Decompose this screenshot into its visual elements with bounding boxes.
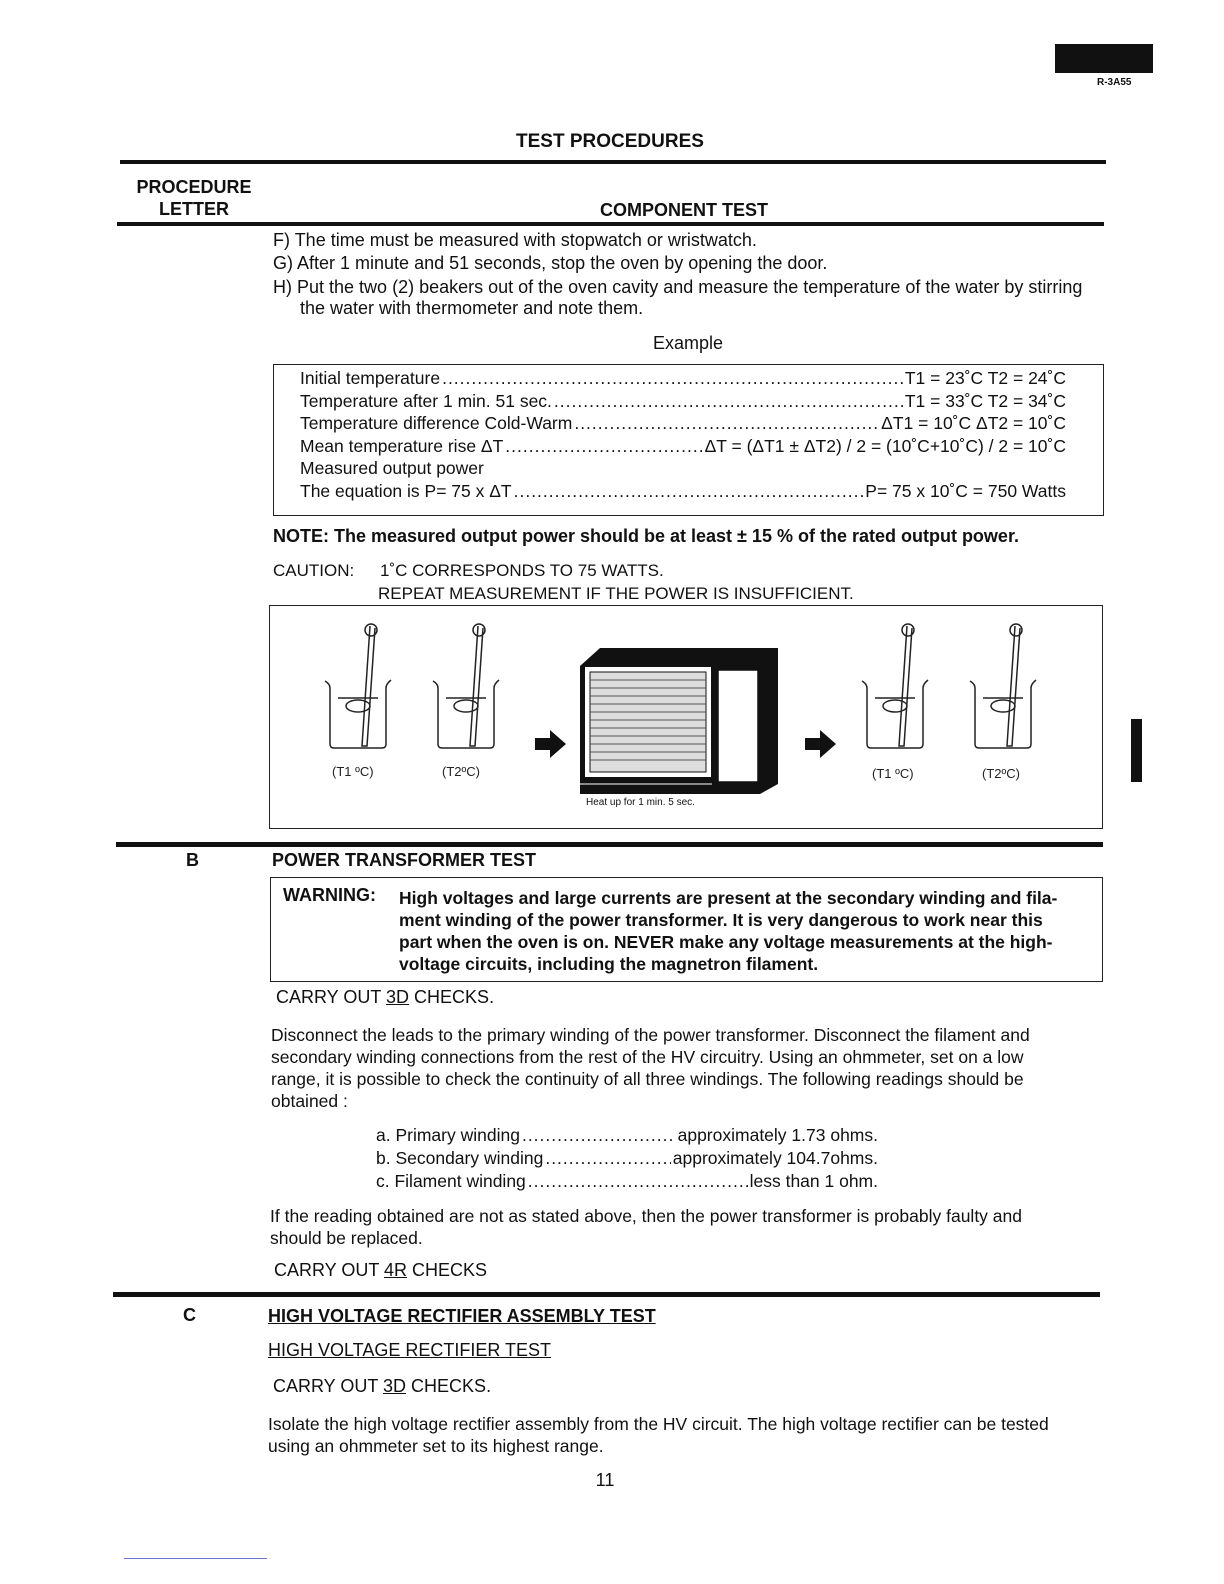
procedure-letter-heading: PROCEDURE LETTER (136, 177, 252, 219)
beaker-label: (T2ºC) (982, 766, 1020, 781)
section-b-paragraph: Disconnect the leads to the primary winding of the power transformer. Disconnect the filament and secondary winding connections from the rest of the HV circuitry. Using an ohmmeter, set on a low range, it is possible to check the continuity of all three windings. The following readings should be obtained : (271, 1025, 1030, 1111)
change-bar (1131, 719, 1142, 782)
carry-out-3d-c: CARRY OUT 3D CHECKS. (273, 1376, 492, 1396)
carry-out-4r: CARRY OUT 4R CHECKS (274, 1260, 488, 1280)
caution-label: CAUTION: (273, 561, 355, 580)
component-test-heading: COMPONENT TEST (600, 200, 769, 220)
step-h: H) Put the two (2) beakers out of the oven cavity and measure the temperature of the water by stirring (273, 277, 1083, 297)
arrow-right-icon (805, 730, 836, 758)
beaker-icon (862, 624, 928, 748)
example-row: Initial temperature ..... T1 = 23˚C T2 = 24˚C (300, 368, 1066, 389)
example-row: Temperature after 1 min. 51 sec. ..... T1 = 33˚C T2 = 34˚C (300, 391, 1066, 412)
carry-out-3d: CARRY OUT 3D CHECKS. (276, 987, 495, 1007)
footer-line (124, 1558, 267, 1559)
beaker-icon (970, 624, 1036, 748)
caution-line-1: 1˚C CORRESPONDS TO 75 WATTS. (380, 561, 664, 580)
example-row: Temperature difference Cold-Warm ..... ΔT1 = 10˚C ΔT2 = 10˚C (300, 413, 1066, 434)
beaker-label: (T1 ºC) (872, 766, 914, 781)
section-c-paragraph: Isolate the high voltage rectifier assembly from the HV circuit. The high voltage rectifier can be tested using an ohmmeter set to its highest range. (268, 1414, 1049, 1456)
page-title: TEST PROCEDURES (516, 131, 704, 152)
figure-caption: Heat up for 1 min. 5 sec. (586, 797, 695, 808)
step-g: G) After 1 minute and 51 seconds, stop the oven by opening the door. (273, 253, 828, 273)
section-c-letter: C (183, 1305, 196, 1325)
section-b-letter: B (186, 850, 199, 870)
example-title: Example (653, 333, 724, 353)
page-number: 11 (595, 1470, 615, 1490)
beaker-label: (T1 ºC) (332, 764, 374, 779)
beaker-label: (T2ºC) (442, 764, 480, 779)
beaker-icon (325, 624, 391, 748)
model-number: R-3A55 (1097, 77, 1132, 88)
arrow-right-icon (535, 730, 566, 758)
step-f: F) The time must be measured with stopwatch or wristwatch. (273, 230, 757, 250)
section-b-title: POWER TRANSFORMER TEST (272, 850, 536, 870)
column-rule (117, 222, 1104, 226)
microwave-oven-icon (580, 648, 778, 794)
title-rule (120, 160, 1106, 164)
example-row: The equation is P= 75 x ΔT ..... P= 75 x 10˚C = 750 Watts (300, 481, 1066, 502)
page-tab-marker (1055, 44, 1153, 73)
section-rule (113, 1292, 1100, 1297)
section-c-title: HIGH VOLTAGE RECTIFIER ASSEMBLY TEST (268, 1306, 656, 1326)
step-h-cont: the water with thermometer and note them. (300, 298, 644, 318)
section-rule (116, 842, 1103, 847)
note-text: NOTE: The measured output power should be at least ± 15 % of the rated output power. (273, 526, 1019, 546)
section-b-paragraph-2: If the reading obtained are not as stated above, then the power transformer is probably faulty and should be replaced. (270, 1206, 1022, 1248)
measurement-figure (269, 605, 1103, 829)
section-c-subtitle: HIGH VOLTAGE RECTIFIER TEST (268, 1340, 552, 1360)
warning-text: High voltages and large currents are present at the secondary winding and fila- ment winding of the power transformer. It is very dangerous to work near this part when the oven is on. NEVER make any voltage measurements at the high- voltage circuits, including the magnetron filament. (399, 888, 1058, 974)
warning-label: WARNING: (283, 885, 376, 905)
reading-row: b. Secondary winding ..... approximately 104.7ohms. (376, 1148, 878, 1169)
beaker-icon (433, 624, 499, 748)
reading-row: a. Primary winding ..... approximately 1.73 ohms. (376, 1125, 878, 1146)
caution-line-2: REPEAT MEASUREMENT IF THE POWER IS INSUFFICIENT. (378, 584, 854, 603)
example-row: Mean temperature rise ΔT ..... ΔT = (ΔT1 ± ΔT2) / 2 = (10˚C+10˚C) / 2 = 10˚C (300, 436, 1066, 457)
reading-row: c. Filament winding ..... less than 1 ohm. (376, 1171, 878, 1192)
example-row: Measured output power (300, 458, 484, 478)
